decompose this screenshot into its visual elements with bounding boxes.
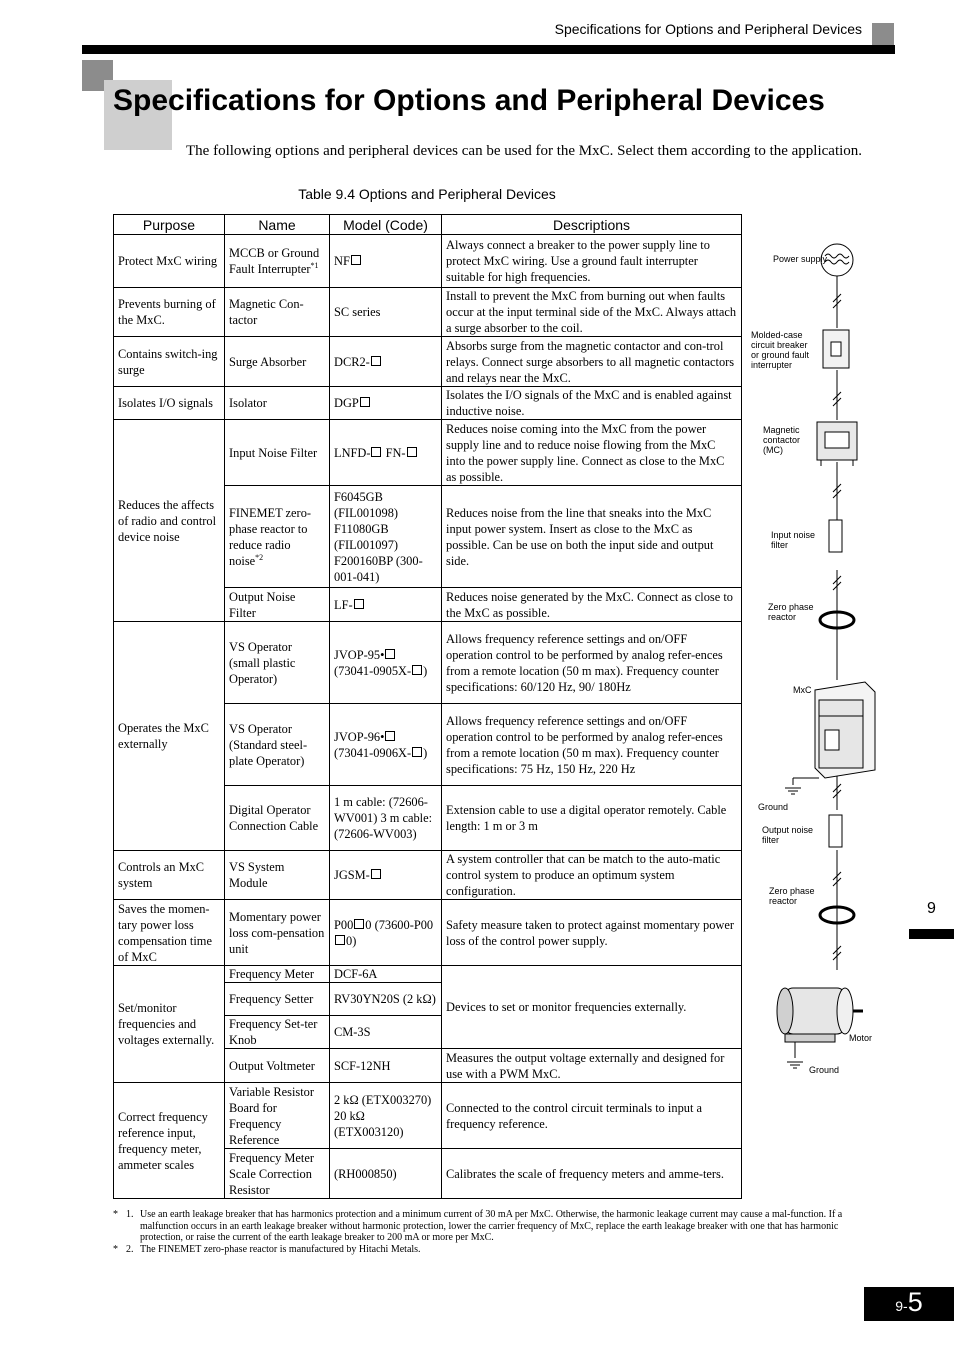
cell-name-text: Variable Resistor Board for Frequency Reference [229, 1084, 314, 1147]
footnote [113, 1209, 863, 1244]
placeholder-box-icon [371, 869, 381, 879]
cell-name-text: Surge Absorber [229, 354, 307, 369]
cell-purpose: Protect MxC wiring [114, 235, 225, 288]
footnote-text: The FINEMET zero-phase reactor is manufactured by Hitachi Metals. [140, 1243, 421, 1255]
label-magnetic-contactor: Magnetic contactor (MC) [763, 425, 801, 455]
cell-name-text: Frequency Setter [229, 992, 314, 1006]
cell-name-text: Output Voltmeter [229, 1058, 315, 1073]
cell-description: Safety measure taken to protect against momentary power loss of the control power supply. [442, 900, 742, 966]
cell-description: Calibrates the scale of frequency meters and amme-ters. [442, 1149, 742, 1199]
footnote-number: 2. [126, 1243, 134, 1255]
page-title: Specifications for Options and Peripheral Devices [113, 84, 825, 117]
table-row [114, 622, 742, 704]
table-caption: Table 9.4 Options and Peripheral Devices [298, 186, 556, 202]
cell-purpose: Prevents burning of the MxC. [114, 288, 225, 337]
cell-name-text: Magnetic Con-tactor [229, 297, 304, 327]
cell-name [225, 588, 330, 622]
cell-model: 1 m cable: (72606-WV001) 3 m cable: (72606-WV003) [330, 786, 442, 851]
cell-name [225, 486, 330, 588]
footnote-mark: * [113, 1209, 118, 1220]
cell-model: 2 kΩ (ETX003270) 20 kΩ (ETX003120) [330, 1083, 442, 1149]
cell-name [225, 851, 330, 900]
cell-model: JVOP-95• (73041-0905X- ) [330, 622, 442, 704]
cell-name [225, 387, 330, 420]
cell-description: Allows frequency reference settings and on/OFF operation control to be performed by analog refer-ences from a remote location (50 m max). Frequency counter specifications: 60/120 Hz, 90/ 180Hz [442, 622, 742, 704]
placeholder-box-icon [371, 356, 381, 366]
header-name: Name [225, 215, 330, 235]
cell-purpose: Set/monitor frequencies and voltages externally. [114, 966, 225, 1083]
header-purpose: Purpose [114, 215, 225, 235]
placeholder-box-icon [371, 447, 381, 457]
cell-name-text: Output Noise Filter [229, 589, 296, 620]
table-row [114, 387, 742, 420]
page-number-box [864, 1287, 954, 1321]
cell-name-text: Digital Operator Connection Cable [229, 803, 319, 833]
label-ground: Ground [809, 1065, 840, 1075]
cell-model: LF- [330, 588, 442, 622]
placeholder-box-icon [351, 255, 361, 265]
label-output-noise-filter: Output noise filter [762, 825, 814, 845]
cell-purpose: Saves the momen-tary power loss compensation time of MxC [114, 900, 225, 966]
cell-name [225, 622, 330, 704]
magnetic-contactor-icon [817, 422, 857, 466]
table-row [114, 966, 742, 983]
output-noise-filter-icon [829, 815, 842, 847]
cell-name [225, 704, 330, 786]
header-marker [872, 23, 894, 45]
cell-model: CM-3S [330, 1016, 442, 1049]
cell-purpose: Operates the MxC externally [114, 622, 225, 851]
cell-name [225, 337, 330, 387]
label-input-noise-filter: Input noise filter [771, 530, 816, 550]
cell-purpose: Reduces the affects of radio and control device noise [114, 420, 225, 622]
ground-icon [787, 1042, 803, 1068]
cell-name-text: VS System Module [229, 860, 285, 890]
header-descriptions: Descriptions [442, 215, 742, 235]
cell-description: Reduces noise coming into the MxC from the power supply line and to reduce noise flowing from the MxC into the power supply line. Connect as close to the MxC as possible. [442, 420, 742, 486]
cell-model: JGSM- [330, 851, 442, 900]
cell-description: Measures the output voltage externally and designed for use with a PWM MxC. [442, 1049, 742, 1083]
intro-paragraph: The following options and peripheral devices can be used for the MxC. Select them according to the application. [186, 143, 863, 159]
cell-model: RV30YN20S (2 kΩ) [330, 983, 442, 1016]
label-breaker: Molded-case circuit breaker or ground fault interrupter [751, 330, 810, 370]
cell-purpose: Contains switch-ing surge [114, 337, 225, 387]
cell-name-text: MCCB or Ground Fault Interrupter [229, 246, 320, 276]
cell-name-text: VS Operator (small plastic Operator) [229, 639, 296, 686]
cell-name [225, 1149, 330, 1199]
placeholder-box-icon [385, 649, 395, 659]
mxc-drive-icon [815, 682, 875, 778]
placeholder-box-icon [335, 935, 345, 945]
cell-name-text: Frequency Meter [229, 967, 314, 981]
cell-name [225, 235, 330, 288]
placeholder-box-icon [407, 447, 417, 457]
cell-name [225, 983, 330, 1016]
placeholder-box-icon [354, 919, 364, 929]
label-mxc: MxC [793, 685, 812, 695]
cell-model: NF [330, 235, 442, 288]
cell-model: SC series [330, 288, 442, 337]
cell-description: Always connect a breaker to the power supply line to protect MxC wiring. Use a ground fault interrupter suitable for high frequencies. [442, 235, 742, 288]
table-row [114, 900, 742, 966]
label-zero-phase-reactor: Zero phase reactor [769, 886, 815, 906]
footnote-reference: *2 [255, 552, 264, 562]
running-header: Specifications for Options and Peripheral Devices [554, 21, 862, 37]
table-row [114, 235, 742, 288]
cell-model: LNFD- FN- [330, 420, 442, 486]
label-zero-phase-reactor: Zero phase reactor [768, 602, 814, 622]
cell-name-text: Frequency Set-ter Knob [229, 1017, 318, 1047]
cell-description: Allows frequency reference settings and on/OFF operation control to be performed by analog refer-ences from a remote location (50 m max). Frequency counter specifications: 75 Hz, 150 Hz, 220 Hz [442, 704, 742, 786]
table-body [114, 235, 742, 1199]
cell-name-text: VS Operator (Standard steel-plate Operator) [229, 721, 308, 768]
cell-purpose: Controls an MxC system [114, 851, 225, 900]
cell-name [225, 1083, 330, 1149]
cell-name-text: FINEMET zero-phase reactor to reduce radio noise [229, 505, 312, 568]
table-header-row [114, 215, 742, 235]
cell-description: Reduces noise from the line that sneaks into the MxC input power system. Insert as close to the MxC as possible. Can be use on both the input side and output side. [442, 486, 742, 588]
label-power-supply: Power supply [773, 254, 828, 264]
label-ground: Ground [758, 802, 789, 812]
table-row [114, 337, 742, 387]
cell-purpose: Isolates I/O signals [114, 387, 225, 420]
footnote-text: Use an earth leakage breaker that has harmonics protection and a minimum current of 30 mA per MxC. Otherwise, the harmonic leakage current may cause a mal-function. If a malfunction occurs in an earth leakage breaker without harmonic protection, lower the carrier frequency of MxC, replace the earth leakage breaker with one that has harmonic protection, or raise the current of the earth leakage breaker to 200 mA or more per MxC. [140, 1209, 843, 1243]
cell-name [225, 288, 330, 337]
table-row [114, 851, 742, 900]
cell-description: Absorbs surge from the magnetic contactor and con-trol relays. Connect surge absorbers to all magnetic contactors and relays near the MxC. [442, 337, 742, 387]
footnote-number: 1. [126, 1209, 134, 1220]
cell-description: Devices to set or monitor frequencies externally. [442, 966, 742, 1049]
cell-description: Extension cable to use a digital operator remotely. Cable length: 1 m or 3 m [442, 786, 742, 851]
page-prefix: 9- [895, 1298, 908, 1314]
placeholder-box-icon [412, 747, 422, 757]
cell-purpose: Correct frequency reference input, frequency meter, ammeter scales [114, 1083, 225, 1199]
cell-name [225, 1049, 330, 1083]
header-rule [82, 45, 895, 54]
table-row [114, 288, 742, 337]
cell-model: (RH000850) [330, 1149, 442, 1199]
cell-name-text: Momentary power loss com-pensation unit [229, 909, 325, 956]
cell-model: P00 0 (73600-P000) [330, 900, 442, 966]
cell-description: Connected to the control circuit terminals to input a frequency reference. [442, 1083, 742, 1149]
footnote-mark: * [113, 1243, 118, 1255]
input-noise-filter-icon [829, 520, 842, 552]
wiring-diagram [745, 230, 925, 1090]
footnotes [113, 1209, 863, 1255]
table-row [114, 420, 742, 486]
cell-name-text: Input Noise Filter [229, 445, 318, 460]
cell-description: Isolates the I/O signals of the MxC and is enabled against inductive noise. [442, 387, 742, 420]
placeholder-box-icon [354, 599, 364, 609]
cell-name-text: Isolator [229, 396, 267, 410]
placeholder-box-icon [385, 731, 395, 741]
cell-name-text: Frequency Meter Scale Correction Resistor [229, 1150, 314, 1197]
options-table [113, 214, 742, 1199]
cell-description: A system controller that can be match to the auto-matic control system to produce an optimum system configuration. [442, 851, 742, 900]
cell-name [225, 1016, 330, 1049]
cell-model: DCF-6A [330, 966, 442, 983]
cell-model: DGP [330, 387, 442, 420]
breaker-icon [823, 330, 849, 368]
cell-model: JVOP-96• (73041-0906X- ) [330, 704, 442, 786]
placeholder-box-icon [412, 665, 422, 675]
cell-description: Install to prevent the MxC from burning out when faults occur at the input terminal side of the MxC. Always attach a surge absorber to the coil. [442, 288, 742, 337]
page-number: 5 [907, 1287, 923, 1317]
footnote [113, 1244, 863, 1256]
footnote-reference: *1 [310, 260, 319, 270]
cell-model: F6045GB (FIL001098) F11080GB (FIL001097) F200160BP (300-001-041) [330, 486, 442, 588]
cell-model: SCF-12NH [330, 1049, 442, 1083]
ground-icon [785, 778, 819, 794]
header-model: Model (Code) [330, 215, 442, 235]
cell-description: Reduces noise generated by the MxC. Connect as close to the MxC as possible. [442, 588, 742, 622]
table-row [114, 1083, 742, 1149]
cell-name [225, 786, 330, 851]
cell-name [225, 966, 330, 983]
placeholder-box-icon [360, 397, 370, 407]
chapter-tab-number: 9 [927, 900, 936, 917]
cell-name [225, 420, 330, 486]
label-motor: Motor [849, 1033, 873, 1043]
cell-model: DCR2- [330, 337, 442, 387]
cell-name [225, 900, 330, 966]
